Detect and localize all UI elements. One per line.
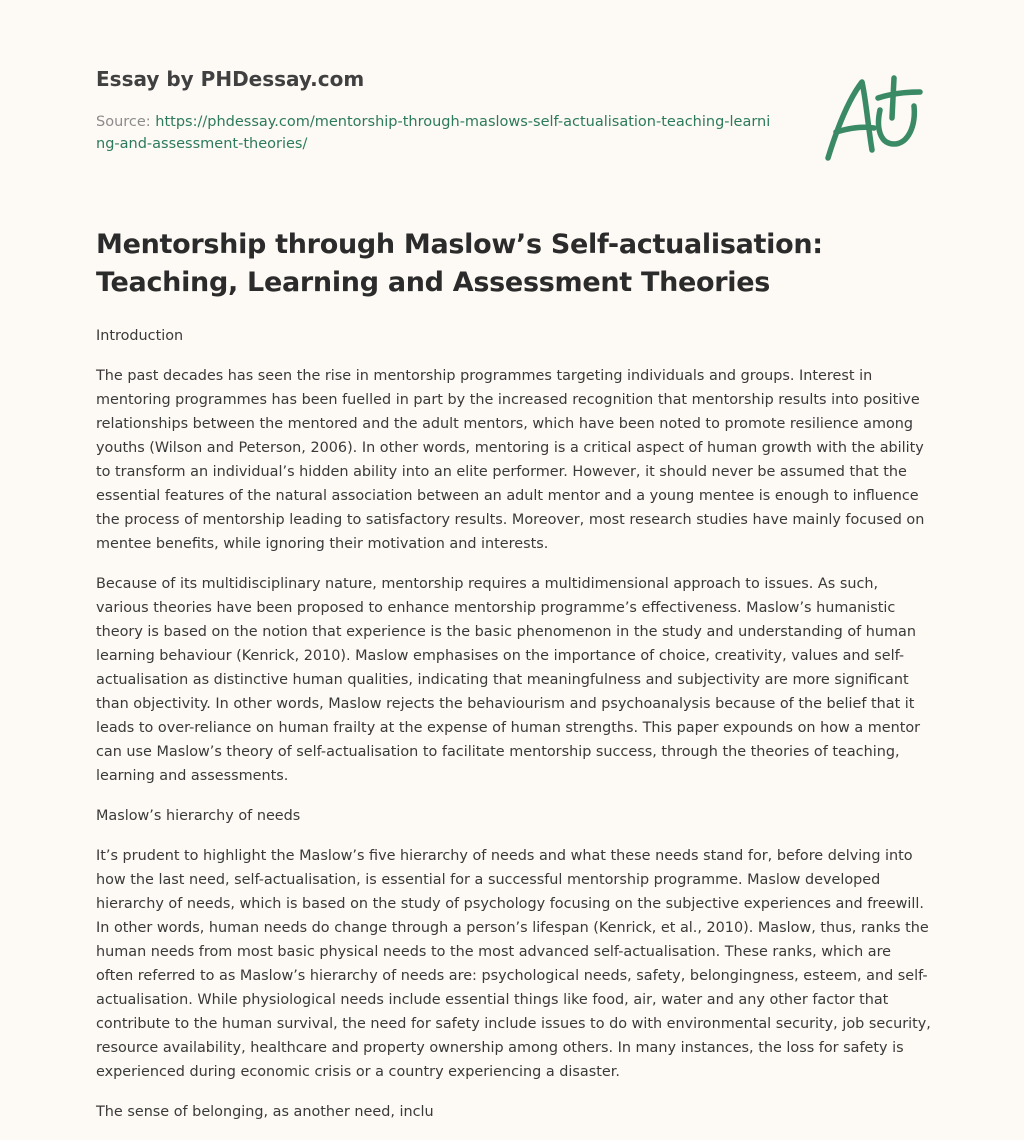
source-line: [96, 111, 776, 155]
section-heading-introduction: Introduction: [96, 328, 184, 344]
section-heading-hierarchy: Maslow’s hierarchy of needs: [96, 808, 301, 824]
paragraph: Because of its multidisciplinary nature, mentorship requires a multidimensional approach to issues. As such, various theories have been proposed to enhance mentorship programme’s effectiveness. Maslow’s humanistic theory is based on the notion that experience is the basic phenomenon in the study and understanding of human learning behaviour (Kenrick, 2010). Maslow emphasises on the importance of choice, creativity, values and self-actualisation as distinctive human qualities, indicating that meaningfulness and subjectivity are more significant than objectivity. In other words, Maslow rejects the behaviourism and psychoanalysis because of the belief that it leads to over-reliance on human frailty at the expense of human strengths. This paper expounds on how a mentor can use Maslow’s theory of self-actualisation to facilitate mentorship success, through the theories of teaching, learning and assessments.: [96, 576, 921, 784]
site-title: Essay by PHDessay.com: [96, 67, 365, 91]
essay-body: [96, 324, 932, 1140]
paragraph-truncated: The sense of belonging, as another need, inclu: [96, 1104, 434, 1120]
source-label: Source:: [96, 114, 151, 130]
paragraph: It’s prudent to highlight the Maslow’s five hierarchy of needs and what these needs stand for, before delving into how the last need, self-actualisation, is essential for a successful mentorship programme. Maslow developed hierarchy of needs, which is based on the study of psychology focusing on the subjective experiences and freewill. In other words, human needs do change through a person’s lifespan (Kenrick, et al., 2010). Maslow, thus, ranks the human needs from most basic physical needs to the most advanced self-actualisation. These ranks, which are often referred to as Maslow’s hierarchy of needs are: psychological needs, safety, belongingness, esteem, and self-actualisation. While physiological needs include essential things like food, air, water and any other factor that contribute to the human survival, the need for safety include issues to do with environmental security, job security, resource availability, healthcare and property ownership among others. In many instances, the loss for safety is experienced during economic crisis or a country experiencing a disaster.: [96, 848, 931, 1080]
essay-title: Mentorship through Maslow’s Self-actualisation: Teaching, Learning and Assessment Theories: [96, 229, 823, 298]
paragraph: The past decades has seen the rise in mentorship programmes targeting individuals and groups. Interest in mentoring programmes has been fuelled in part by the increased recognition that mentorship results into positive relationships between the mentored and the adult mentors, which have been noted to promote resilience among youths (Wilson and Peterson, 2006). In other words, mentoring is a critical aspect of human growth with the ability to transform an individual’s hidden ability into an elite performer. However, it should never be assumed that the essential features of the natural association between an adult mentor and a young mentee is enough to influence the process of mentorship leading to satisfactory results. Moreover, most research studies have mainly focused on mentee benefits, while ignoring their motivation and interests.: [96, 368, 925, 552]
source-link[interactable]: https://phdessay.com/mentorship-through-maslows-self-actualisation-teaching-learning-and-assessment-theories/: [96, 114, 771, 152]
a-plus-logo-icon: [822, 70, 926, 164]
